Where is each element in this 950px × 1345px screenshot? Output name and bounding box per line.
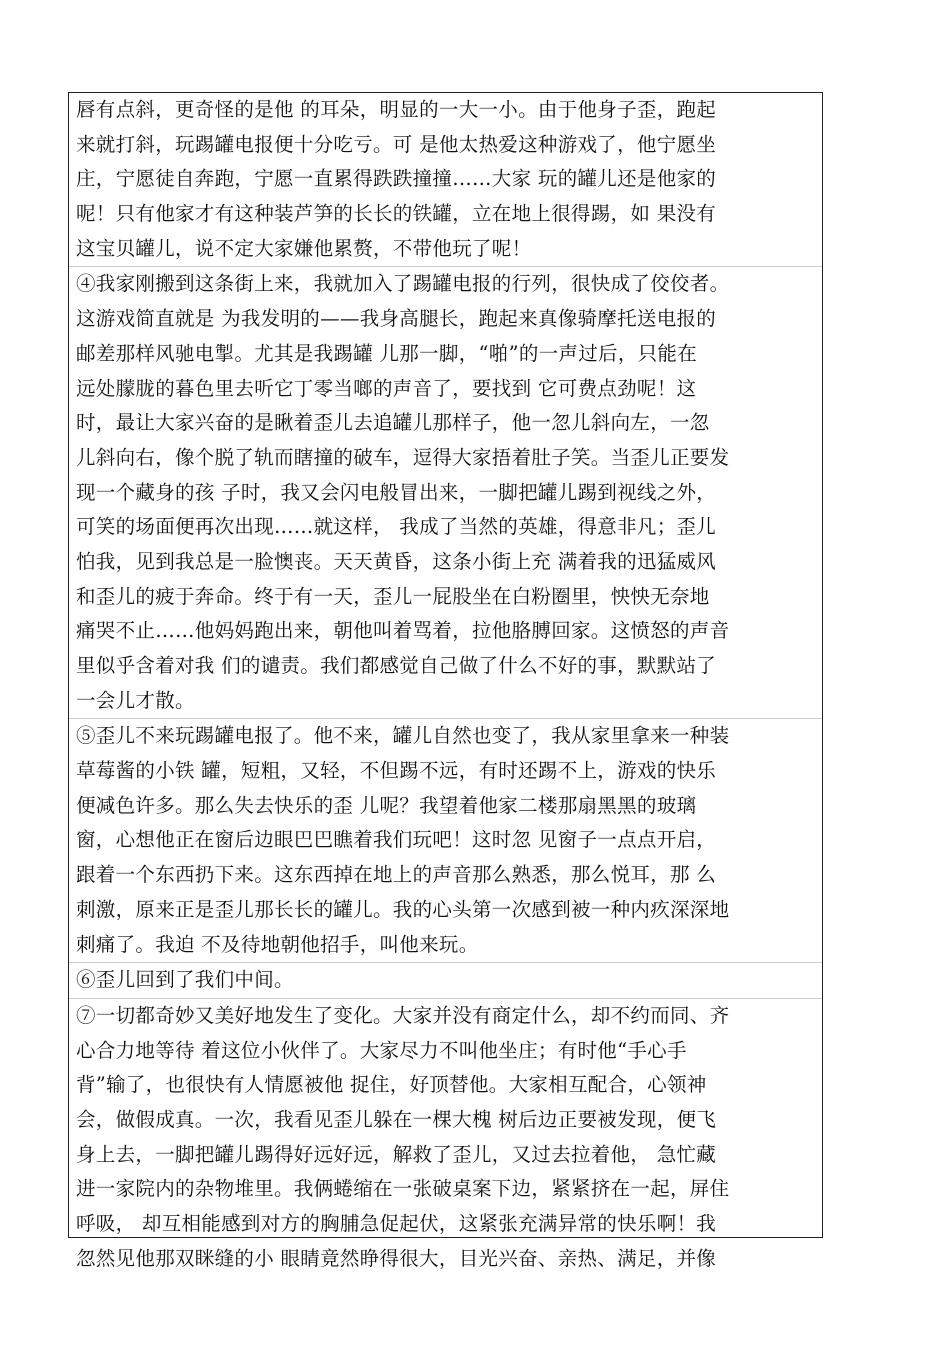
text-line: 现一个藏身的孩 子时，我又会闪电般冒出来，一脚把罐儿踢到视线之外， bbox=[76, 480, 717, 504]
text-line: ⑤歪儿不来玩踢罐电报了。他不来，罐儿自然也变了，我从家里拿来一种装 bbox=[76, 724, 730, 748]
text-line: ⑥歪儿回到了我们中间。 bbox=[76, 968, 294, 992]
text-line: ④我家刚搬到这条街上来，我就加入了踢罐电报的行列，很快成了佼佼者。 bbox=[76, 272, 730, 296]
text-line: 唇有点斜，更奇怪的是他 的耳朵，明显的一大一小。由于他身子歪，跑起 bbox=[76, 98, 717, 121]
text-line: 儿斜向右，像个脱了轨而瞎撞的破车，逗得大家捂着肚子笑。当歪儿正要发 bbox=[76, 445, 730, 469]
text-line: 身上去，一脚把罐儿踢得好远好远，解救了歪儿，又过去拉着他， 急忙藏 bbox=[76, 1142, 717, 1166]
text-line: 庄，宁愿徒自奔跑，宁愿一直累得跌跌撞撞……大家 玩的罐儿还是他家的 bbox=[76, 167, 717, 191]
text-line: 这游戏简直就是 为我发明的——我身高腿长，跑起来真像骑摩托送电报的 bbox=[76, 307, 717, 331]
text-line: 忽然见他那双眯缝的小 眼睛竟然睁得很大，目光兴奋、亲热、满足，并像 bbox=[76, 1246, 717, 1270]
text-line: 便减色许多。那么失去快乐的歪 儿呢？我望着他家二楼那扇黑黑的玻璃 bbox=[76, 793, 697, 817]
passage bbox=[69, 93, 822, 1276]
text-line: 这宝贝罐儿，说不定大家嫌他累赘，不带他玩了呢！ bbox=[76, 236, 532, 260]
text-line: 可笑的场面便再次出现……就这样， 我成了当然的英雄，得意非凡；歪儿 bbox=[76, 515, 717, 539]
paragraph bbox=[69, 719, 822, 962]
text-line: 背”输了，也很快有人情愿被他 捉住，好顶替他。大家相互配合，心领神 bbox=[76, 1073, 707, 1097]
paragraph bbox=[69, 963, 822, 998]
text-line: 邮差那样风驰电掣。尤其是我踢罐 儿那一脚，“啪”的一声过后，只能在 bbox=[76, 341, 698, 365]
text-line: 窗，心想他正在窗后边眼巴巴瞧着我们玩吧！这时忽 见窗子一点点开启， bbox=[76, 828, 717, 852]
text-line: 怕我，见到我总是一脸懊丧。天天黄昏，这条小街上充 满着我的迅猛威风 bbox=[76, 549, 717, 573]
text-line: 进一家院内的杂物堆里。我俩蜷缩在一张破桌案下边，紧紧挤在一起，屏住 bbox=[76, 1177, 730, 1201]
paragraph bbox=[69, 267, 822, 718]
text-line: 时，最让大家兴奋的是瞅着歪儿去追罐儿那样子，他一忽儿斜向左，一忽 bbox=[76, 411, 710, 435]
text-line: 痛哭不止……他妈妈跑出来，朝他叫着骂着，拉他胳膊回家。这愤怒的声音 bbox=[76, 619, 730, 643]
text-line: 和歪儿的疲于奔命。终于有一天，歪儿一屁股坐在白粉圈里，怏怏无奈地 bbox=[76, 584, 710, 608]
text-line: 跟着一个东西扔下来。这东西掉在地上的声音那么熟悉，那么悦耳，那 么 bbox=[76, 863, 717, 887]
text-line: ⑦一切都奇妙又美好地发生了变化。大家并没有商定什么，却不约而同、齐 bbox=[76, 1003, 730, 1027]
text-line: 刺激，原来正是歪儿那长长的罐儿。我的心头第一次感到被一种内疚深深地 bbox=[76, 897, 730, 921]
paragraph bbox=[69, 999, 822, 1277]
text-line: 远处朦胧的暮色里去听它丁零当啷的声音了，要找到 它可费点劲呢！这 bbox=[76, 376, 697, 400]
text-frame bbox=[68, 92, 823, 1270]
text-line: 会，做假成真。一次，我看见歪儿躲在一棵大槐 树后边正要被发现，便飞 bbox=[76, 1107, 717, 1131]
text-line: 里似乎含着对我 们的谴责。我们都感觉自己做了什么不好的事，默默站了 bbox=[76, 654, 717, 677]
text-line: 一会儿才散。 bbox=[76, 688, 195, 712]
text-line: 心合力地等待 着这位小伙伴了。大家尽力不叫他坐庄；有时他“手心手 bbox=[76, 1038, 687, 1062]
text-line: 来就打斜，玩踢罐电报便十分吃亏。可 是他太热爱这种游戏了，他宁愿坐 bbox=[76, 132, 717, 156]
text-line: 刺痛了。我迫 不及待地朝他招手，叫他来玩。 bbox=[76, 932, 479, 956]
text-line: 草莓酱的小铁 罐，短粗，又轻，不但踢不远，有时还踢不上，游戏的快乐 bbox=[76, 759, 717, 783]
text-line: 呼吸， 却互相能感到对方的胸脯急促起伏，这紧张充满异常的快乐啊！我 bbox=[76, 1212, 717, 1235]
paragraph bbox=[69, 93, 822, 266]
text-line: 呢！只有他家才有这种装芦笋的长长的铁罐，立在地上很得踢，如 果没有 bbox=[76, 202, 717, 226]
